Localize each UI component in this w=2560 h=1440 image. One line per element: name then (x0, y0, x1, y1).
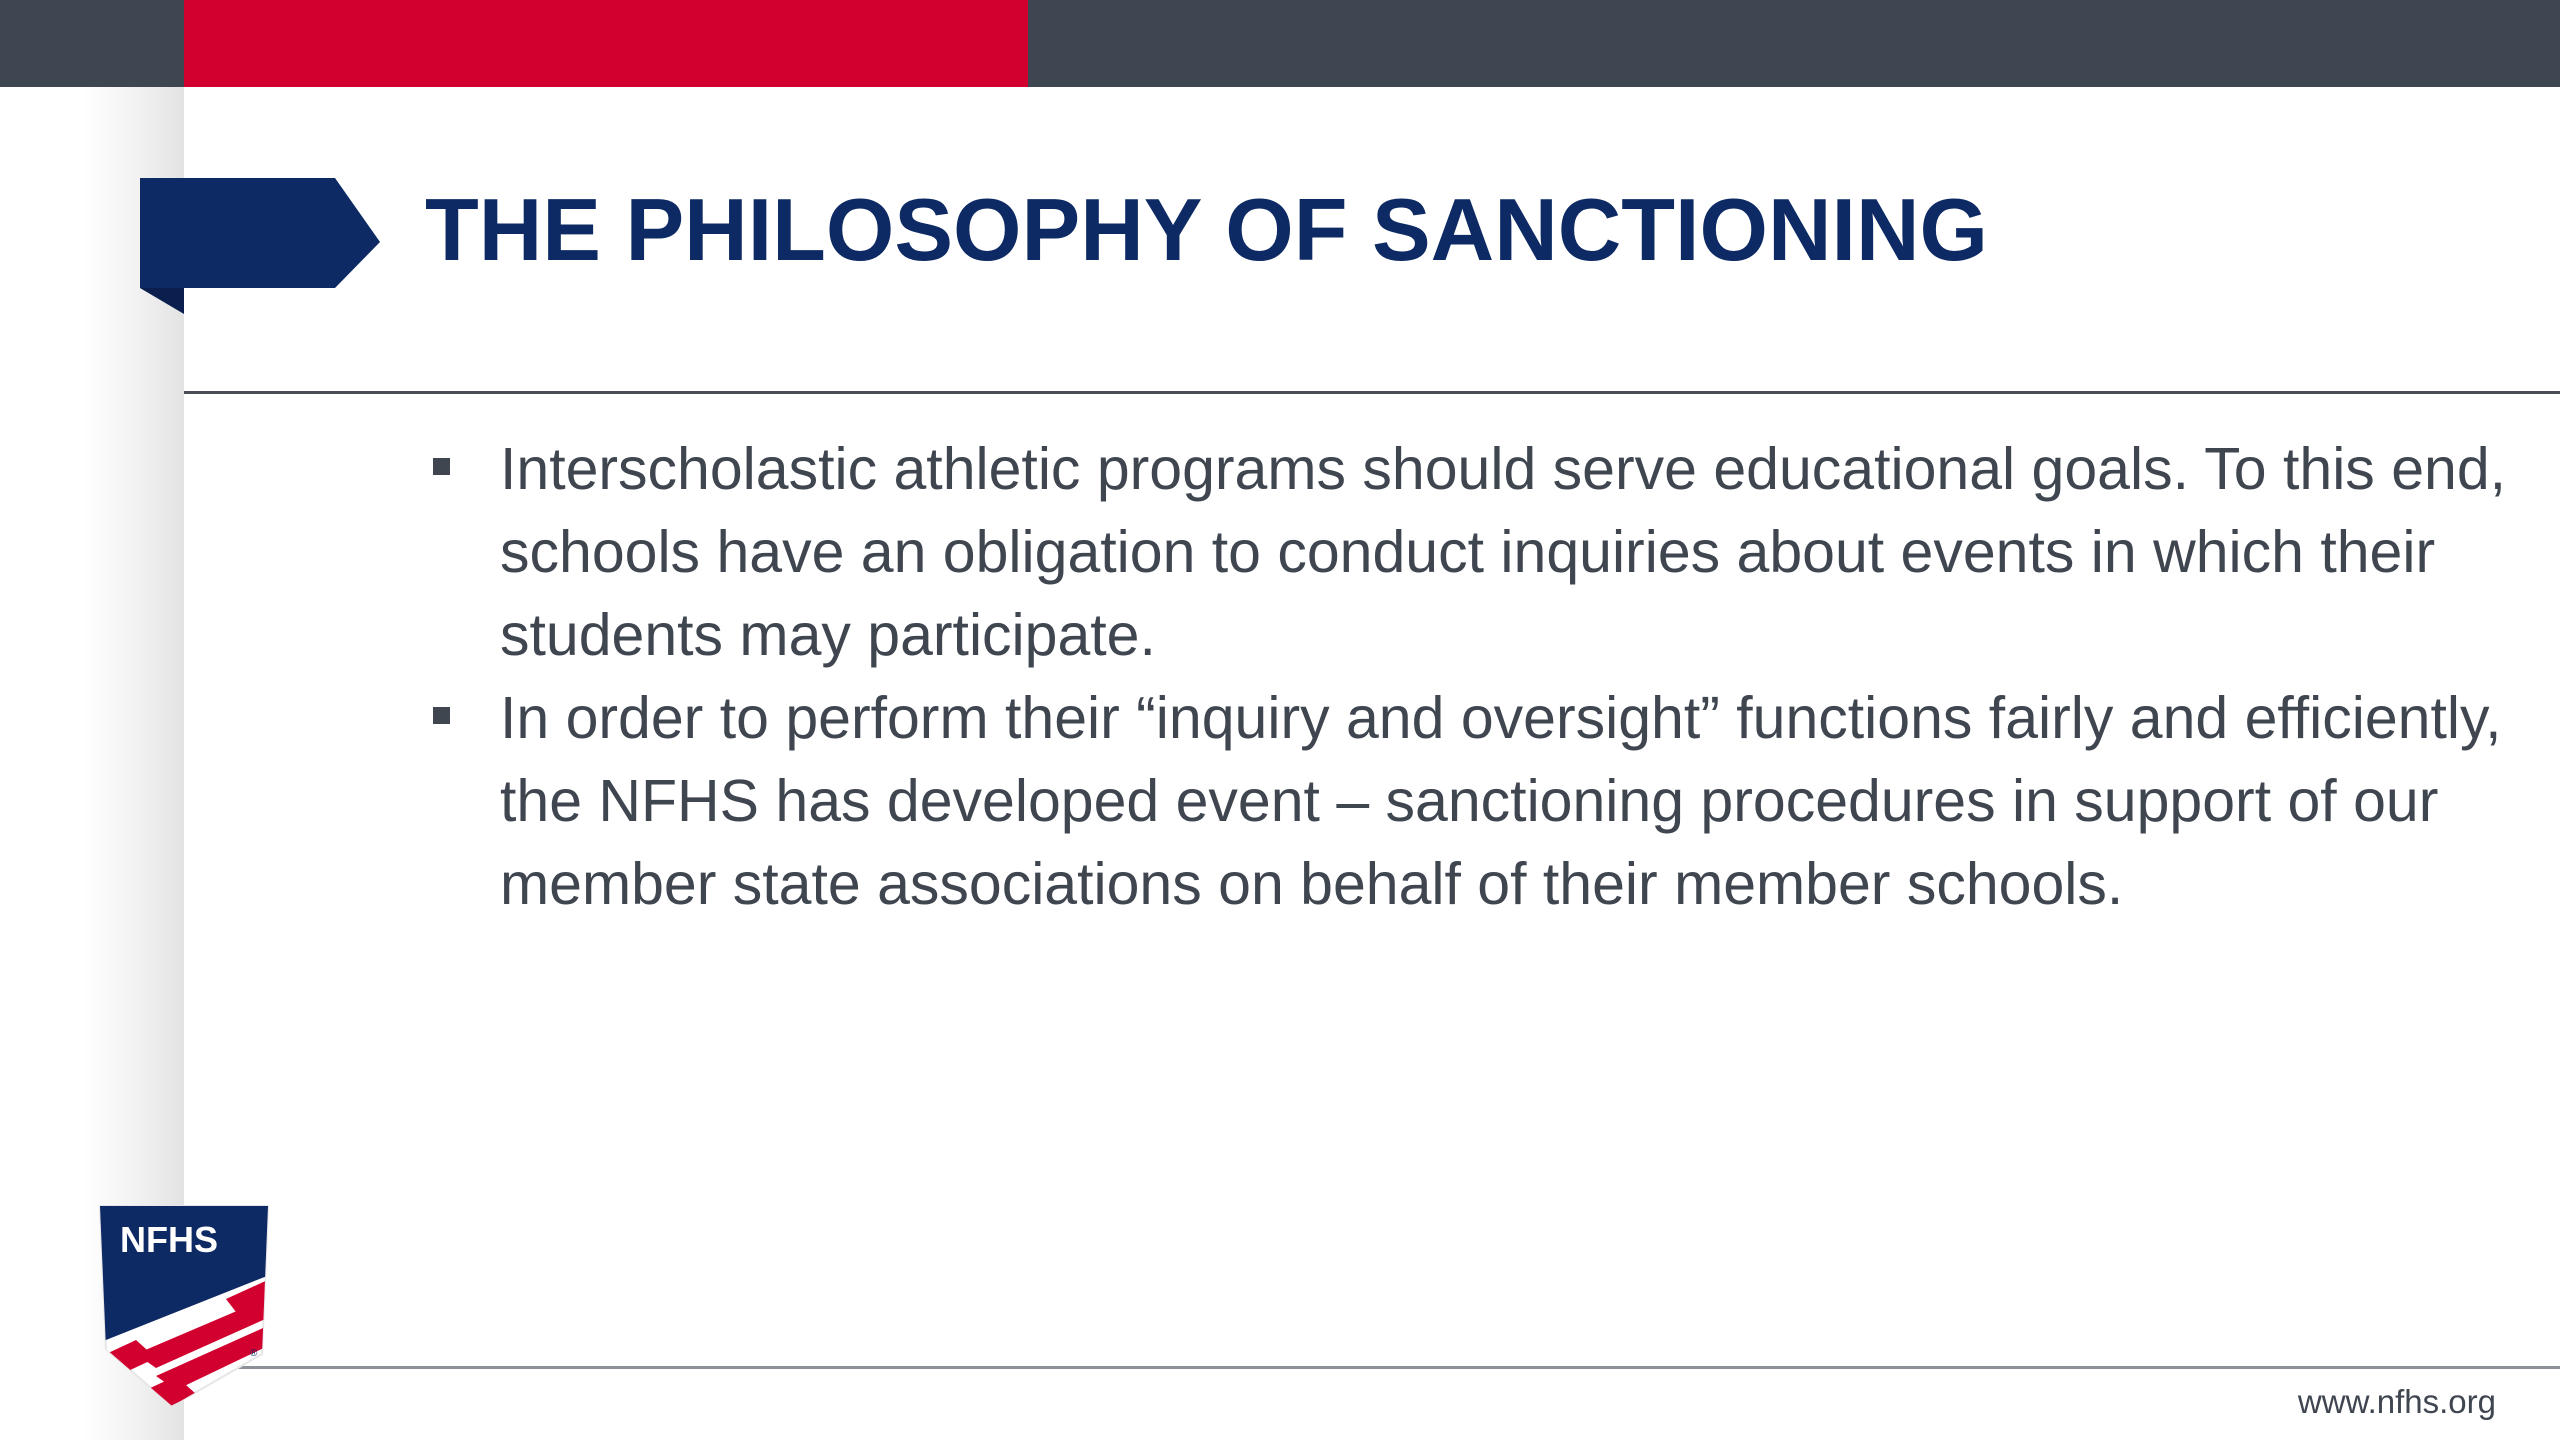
slide-title: THE PHILOSOPHY OF SANCTIONING (425, 180, 1988, 279)
bullet-list (430, 428, 2510, 926)
title-divider (184, 391, 2560, 394)
svg-text:NFHS: NFHS (120, 1219, 218, 1260)
bullet-text: Interscholastic athletic programs should serve educational goals. To this end, schools have an obligation to conduct inquiries about events in which their students may participate. (500, 436, 2507, 668)
bullet-text: In order to perform their “inquiry and oversight” functions fairly and efficiently, the NFHS has developed event – sanctioning procedures in support of our member state associations on behalf of their member schools. (500, 685, 2502, 917)
footer-divider (184, 1366, 2560, 1369)
title-arrow-icon (140, 178, 380, 318)
footer-url: www.nfhs.org (2297, 1383, 2496, 1420)
square-bullet-icon (433, 458, 450, 475)
svg-text:®: ® (250, 1348, 258, 1359)
nfhs-shield-logo-icon (96, 1204, 272, 1408)
bullet-item (430, 428, 2510, 677)
bullet-item (430, 677, 2510, 926)
square-bullet-icon (433, 707, 450, 724)
top-banner-red-accent (184, 0, 1028, 87)
top-banner (0, 0, 2560, 87)
